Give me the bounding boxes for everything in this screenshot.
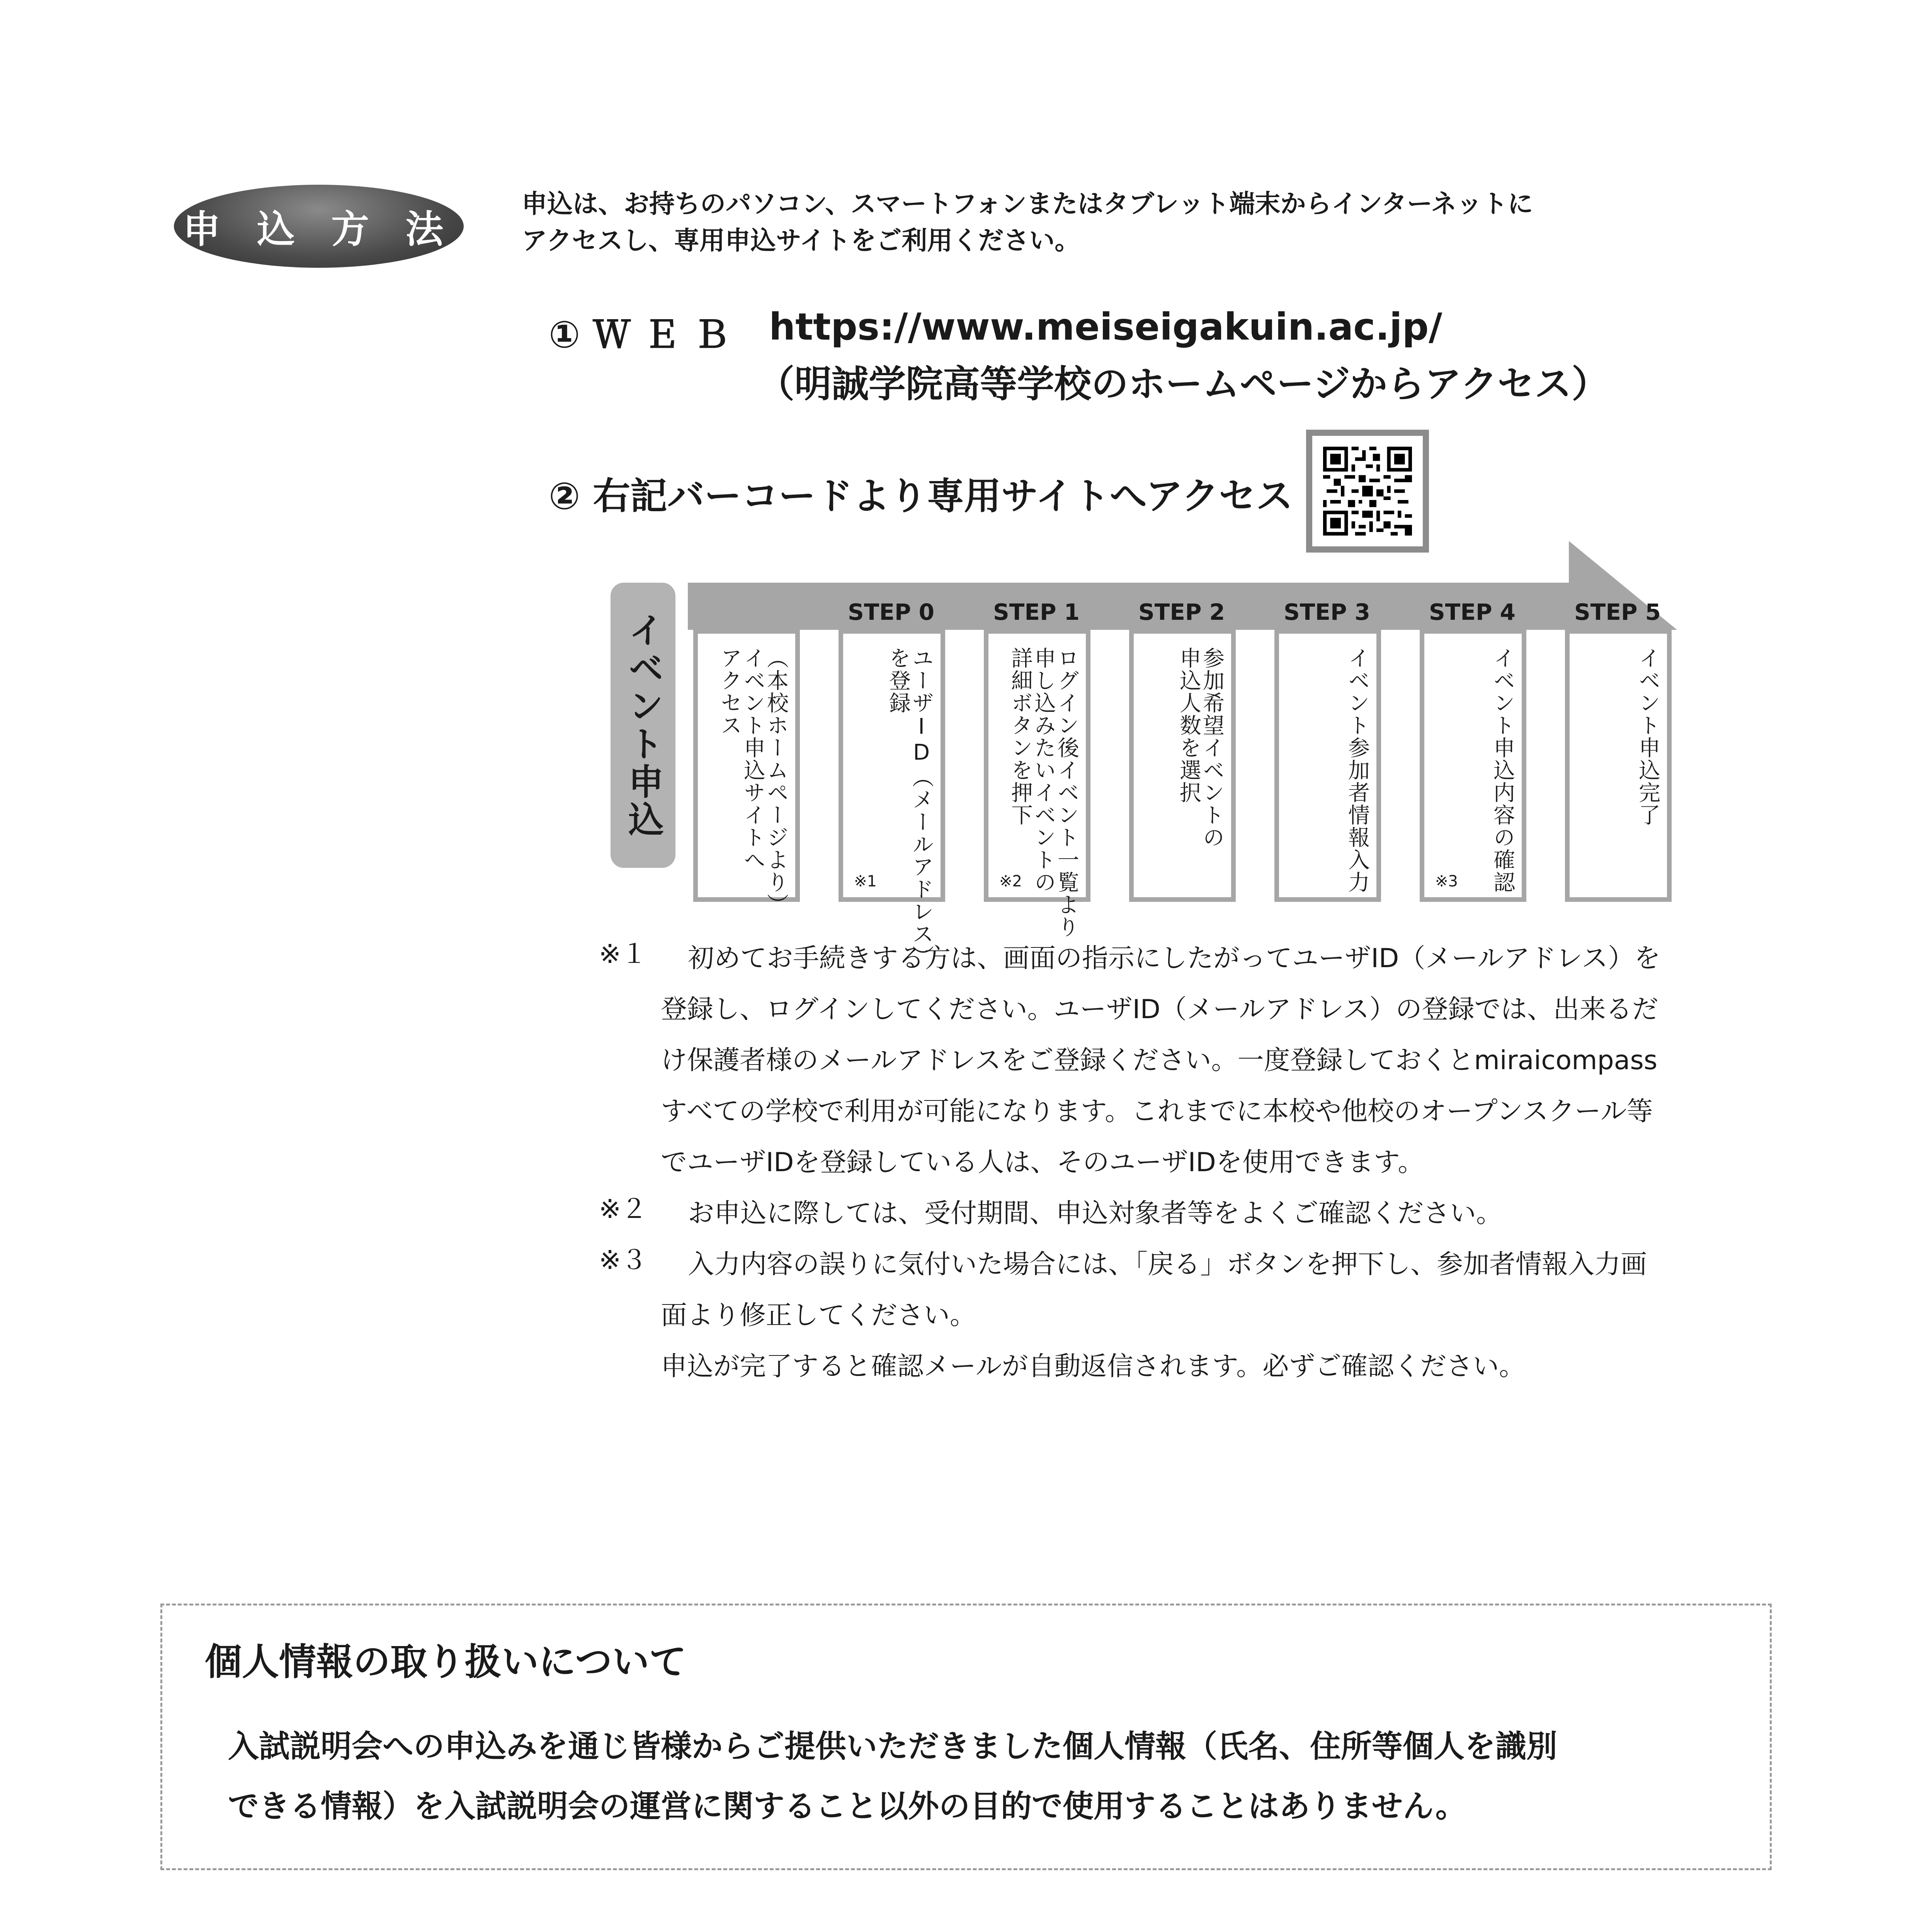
step-4-label: STEP 4 xyxy=(1429,599,1516,625)
section-badge: 申 込 方 法 xyxy=(174,185,464,268)
privacy-title: 個人情報の取り扱いについて xyxy=(205,1640,687,1684)
flow-step-intro xyxy=(693,629,800,916)
step-3-label: STEP 3 xyxy=(1283,599,1370,625)
flow-step-5 xyxy=(1565,629,1672,902)
web-note: （明誠学院高等学校のホームページからアクセス） xyxy=(757,362,1609,406)
privacy-line-2: できる情報）を入試説明会の運営に関すること以外の目的で使用することはありません。 xyxy=(228,1788,1466,1824)
qr-code-graphic xyxy=(1323,447,1412,536)
note-3-line-3: 申込が完了すると確認メールが自動返信されます。必ずご確認ください。 xyxy=(661,1351,1526,1382)
barcode-label: ② 右記バーコードより専用サイトへアクセス xyxy=(549,474,1293,518)
flow-step-3 xyxy=(1274,629,1381,902)
event-application-label xyxy=(611,583,675,868)
privacy-line-1: 入試説明会への申込みを通じ皆様からご提供いただきました個人情報（氏名、住所等個人を識別 xyxy=(228,1728,1557,1764)
note-1-line-1: 初めてお手続きする方は、画面の指示にしたがってユーザID（メールアドレス）を xyxy=(688,943,1661,974)
step-0-note: ※1 xyxy=(854,872,877,890)
step-5-text: イベント申込完了 xyxy=(1635,647,1660,826)
event-application-text: イベント申込 xyxy=(623,612,664,839)
note-2-line-1: お申込に際しては、受付期間、申込対象者等をよくご確認ください。 xyxy=(688,1198,1503,1229)
privacy-notice xyxy=(160,1604,1772,1870)
note-2-mark: ※２ xyxy=(599,1194,647,1225)
step-1-text: ログイン後イベント一覧より 申し込みたいイベントの 詳細ボタンを押下 xyxy=(1008,647,1079,938)
step-3-text: イベント参加者情報入力 xyxy=(1345,647,1370,893)
step-0-text: ユーザID（メールアドレス） を登録 xyxy=(886,647,934,968)
web-url[interactable]: https://www.meiseigakuin.ac.jp/ xyxy=(769,305,1442,349)
intro-line-1: 申込は、お持ちのパソコン、スマートフォンまたはタブレット端末からインターネットに xyxy=(522,189,1533,219)
note-1-line-5: でユーザIDを登録している人は、そのユーザIDを使用できます。 xyxy=(661,1147,1424,1178)
intro-line-2: アクセスし、専用申込サイトをご利用ください。 xyxy=(522,226,1080,255)
step-4-text: イベント申込内容の確認 xyxy=(1490,647,1515,893)
note-1-mark: ※１ xyxy=(599,939,647,969)
step-intro-text: （本校ホームページより） イベント申込サイトへ アクセス xyxy=(717,647,789,916)
step-1-note: ※2 xyxy=(999,872,1022,890)
step-2-text: 参加希望イベントの 申込人数を選択 xyxy=(1176,647,1225,849)
note-3-line-1: 入力内容の誤りに気付いた場合には、「戻る」ボタンを押下し、参加者情報入力画 xyxy=(688,1249,1647,1280)
note-3-mark: ※３ xyxy=(599,1245,647,1276)
step-4-note: ※3 xyxy=(1435,872,1458,890)
flow-step-1 xyxy=(984,629,1090,938)
step-0-label: STEP 0 xyxy=(847,599,934,625)
step-2-label: STEP 2 xyxy=(1138,599,1225,625)
flow-step-2 xyxy=(1129,629,1236,902)
web-label: ① Ｗ Ｅ Ｂ xyxy=(549,313,730,356)
step-1-label: STEP 1 xyxy=(993,599,1080,625)
note-3-line-2: 面より修正してください。 xyxy=(661,1300,976,1331)
note-1-line-4: すべての学校で利用が可能になります。これまでに本校や他校のオープンスクール等 xyxy=(661,1096,1653,1127)
step-5-label: STEP 5 xyxy=(1574,599,1661,625)
qr-code-icon[interactable] xyxy=(1306,430,1429,553)
flow-step-0 xyxy=(839,629,945,968)
flow-step-4 xyxy=(1420,629,1526,902)
note-1-line-3: け保護者様のメールアドレスをご登録ください。一度登録しておくとmiraicompass xyxy=(661,1045,1658,1076)
note-1-line-2: 登録し、ログインしてください。ユーザID（メールアドレス）の登録では、出来るだ xyxy=(661,994,1658,1025)
